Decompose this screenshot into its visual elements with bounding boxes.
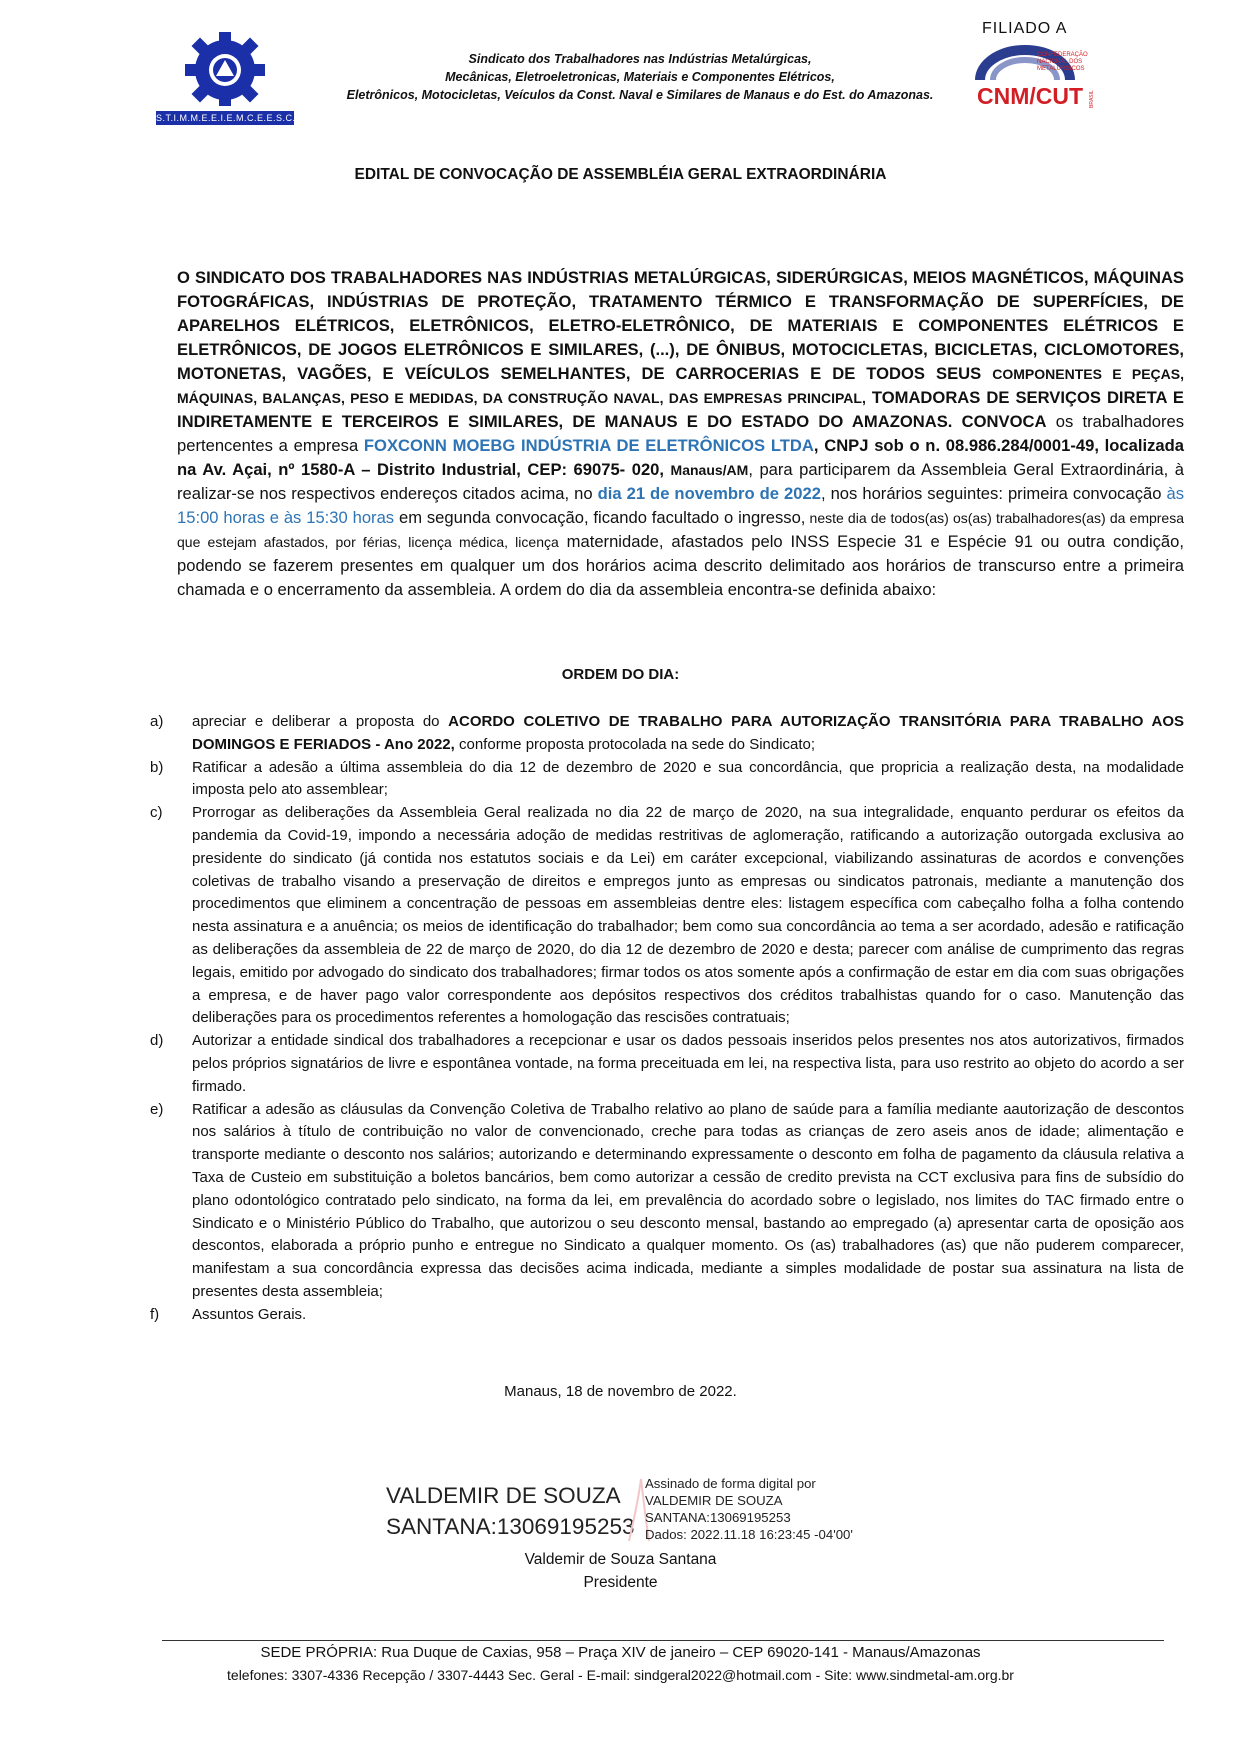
agenda-item: [150, 711, 1184, 757]
signature-detail-line: VALDEMIR DE SOUZA: [645, 1493, 783, 1508]
union-name-line: Sindicato dos Trabalhadores nas Indústrias Metalúrgicas,: [468, 52, 812, 66]
agenda-text: Ratificar a adesão as cláusulas da Convenção Coletiva de Trabalho relativo ao plano de saúde para a família mediante aautorização de descontos nos salários à título de contribuição no valor de convencionado, creche para todas as crianças de zero aseis anos de idade; alimentação e transporte mediante o desconto nos salários; autorizando e determinando expressamente o desconto em folha de pagamento da cláusula relativa a Taxa de Custeio em substituição a boletos bancários, bem como autorizar a cessão de credito prevista na CCT exclusiva para fins de subsídio do plano odontológico contratado pelo sindicato, na forma da lei, em prevalência do acordado sobre o legislado, nos limites do TAC firmado entre o Sindicato e o Ministério Público do Trabalho, que autorizou o seu desconto mensal, bastando ao empregado (a) apresentar carta de oposição aos descontos, elaborada a próprio punho e entregue no Sindicato a qualquer momento. Os (as) trabalhadores (as) que não puderem comparecer, manifestam a sua concordância expressa das decisões acima indicada, mediante a simples modalidade de postar sua assinatura na lista de presentes desta assembleia;: [192, 1100, 1184, 1300]
digital-signature-details: [645, 1475, 853, 1543]
intro-union-text: O SINDICATO DOS TRABALHADORES NAS INDÚSTRIAS METALÚRGICAS, SIDERÚRGICAS, MEIOS MAGNÉTICOS, MÁQUINAS FOTOGRÁFICAS, INDÚSTRIAS DE PROTEÇÃO, TRATAMENTO TÉRMICO E TRANSFORMAÇÃO DE SUPERFÍCIES, DE APARELHOS ELÉTRICOS, ELETRÔNICOS, ELETRO-ELETRÔNICO, DE MATERIAIS E COMPONENTES ELÉTRICOS E ELETRÔNICOS, DE JOGOS ELETRÔNICOS E SIMILARES, (...), DE ÔNIBUS, MOTOCICLETAS, BICICLETAS, CICLOMOTORES, MOTONETAS, VAGÕES, E VEÍCULOS SEMELHANTES, DE CARROCERIAS E DE TODOS SEUS: [177, 268, 1184, 383]
signature-detail-line: Dados: 2022.11.18 16:23:45 -04'00': [645, 1527, 853, 1542]
company-name: FOXCONN MOEBG INDÚSTRIA DE ELETRÔNICOS LTDA: [363, 436, 814, 455]
company-details: , CNPJ sob o n. 08.986.284/0001-49, localizada na Av. Açai, nº 1580-A – Distrito Industrial, CEP: 69075- 020,: [177, 436, 1184, 479]
digital-signature-name: [386, 1480, 635, 1542]
agenda-text: [192, 711, 1184, 757]
agenda-item: [150, 757, 1184, 803]
agenda-text-part: apreciar e deliberar a proposta do: [192, 713, 449, 730]
agenda-text-bold: ACORDO COLETIVO DE TRABALHO PARA AUTORIZAÇÃO TRANSITÓRIA PARA TRABALHO AOS DOMINGOS E FERIADOS - Ano 2022,: [192, 713, 1184, 753]
agenda-letter: a): [150, 713, 164, 730]
agenda-text: Assuntos Gerais.: [192, 1305, 307, 1323]
cnm-side-text: BRASIL: [1089, 90, 1095, 108]
logo-caption: S.T.I.M.M.E.E.I.E.M.C.E.E.S.C.N.A.: [156, 113, 316, 123]
intro-union-text: TOMADORAS DE SERVIÇOS DIRETA E INDIRETAMENTE E TERCEIROS E SIMILARES, DE MANAUS E DO ESTADO DO AMAZONAS. CONVOCA: [177, 388, 1184, 431]
intro-text: em segunda convocação, ficando facultado o ingresso,: [394, 508, 806, 527]
agenda-letter: c): [150, 804, 163, 822]
agenda-letter: b): [150, 758, 164, 776]
convocation-paragraph: [177, 266, 1184, 602]
intro-text: , para participarem da Assembleia Geral Extraordinária, à realizar-se nos respectivos endereços citados acima, no: [177, 460, 1184, 503]
cnm-cut-text: CNM/CUT: [977, 83, 1084, 109]
agenda-item: [150, 1030, 1184, 1098]
agenda-letter: d): [150, 1032, 164, 1050]
cnm-small-text: NACIONAL DOS: [1037, 59, 1083, 65]
assembly-times: às 15:00 horas e às 15:30 horas: [177, 484, 1184, 527]
agenda-item: [150, 1099, 1184, 1304]
document-title: EDITAL DE CONVOCAÇÃO DE ASSEMBLÉIA GERAL EXTRAORDINÁRIA: [354, 166, 887, 183]
intro-union-text: COMPONENTES E PEÇAS, MÁQUINAS, BALANÇAS, PESO E MEDIDAS, DA CONSTRUÇÃO NAVAL, DAS EMPRESAS PRINCIPAL,: [177, 366, 1184, 406]
signer-block: [0, 1548, 1241, 1594]
agenda-list: [150, 711, 1184, 1327]
agenda-text: Ratificar a adesão a última assembleia do dia 12 de dezembro de 2020 e sua concordância, que propricia a realização desta, na modalidade imposta pelo ato assemblear;: [192, 758, 1184, 799]
signer-name: Valdemir de Souza Santana: [524, 1551, 717, 1568]
intro-text: neste dia de todos(as) os(as) trabalhadores(as) da empresa que estejam afastados, por férias, licença médica, licença: [177, 510, 1185, 550]
signature-detail-line: SANTANA:13069195253: [645, 1510, 791, 1525]
signature-detail-line: Assinado de forma digital por: [645, 1476, 816, 1491]
agenda-title: ORDEM DO DIA:: [561, 666, 680, 683]
intro-text: maternidade, afastados pelo INSS Especie 31 e Espécie 91 ou outra condição, podendo se fazerem presentes em qualquer um dos horários acima descrito delimitado aos horários de transcurso entre a primeira chamada e o encerramento da assembleia. A ordem do dia da assembleia encontra-se definida abaixo:: [177, 532, 1184, 599]
signer-role: Presidente: [583, 1574, 658, 1591]
footer-address: SEDE PRÓPRIA: Rua Duque de Caxias, 958 – Praça XIV de janeiro – CEP 69020-141 - Manaus/Amazonas: [260, 1644, 981, 1661]
footer-divider: [162, 1640, 1164, 1641]
signature-name-line: VALDEMIR DE SOUZA: [386, 1483, 621, 1508]
agenda-text: Prorrogar as deliberações da Assembleia Geral realizada no dia 22 de março de 2020, na sua integralidade, enquanto perdurar os efeitos da pandemia da Covid-19, impondo a necessária adoção de medidas restritivas de aglomeração, ratificando a autorização outorgada exclusiva ao presidente do sindicato (já contida nos estatutos sociais e da Lei) em caráter excepcional, viabilizando assinaturas de acordos e convenções coletivas de trabalho visando a preservação de direitos e empregos junto as empresas ou sindicatos patronais, mediante a manutenção dos procedimentos que eliminem a concentração de pessoas em assembleias dentre eles: listagem específica com cabeçalho folha a folha contendo nesta assinatura e a anuência; os meios de identificação do trabalhador; bem como sua concordância ao tema a ser acordado, adesão e ratificação as deliberações da assembleia de 22 de março de 2020, do dia 12 de dezembro de 2020 e desta; parecer com análise de cumprimento das regras legais, emitido por advogado do sindicato dos trabalhadores; firmar todos os atos somente após a confirmação de estar em dia com suas obrigações a empresa, e de haver pago valor correspondente aos depósitos respectivos dos créditos trabalhistas quando for o caso. Manutenção das deliberações para os procedimentos referentes a homologação das rescisões contratuais;: [192, 804, 1184, 1027]
place-date: Manaus, 18 de novembro de 2022.: [504, 1383, 737, 1400]
footer-contacts: telefones: 3307-4336 Recepção / 3307-4443 Sec. Geral - E-mail: sindgeral2022@hotmail.com - Site: www.sindmetal-am.org.br: [227, 1667, 1014, 1683]
cnm-cut-logo: [975, 42, 1100, 117]
affiliate-label: FILIADO A: [982, 20, 1068, 37]
agenda-item: [150, 802, 1184, 1030]
signature-name-line: SANTANA:13069195253: [386, 1514, 635, 1539]
cnm-small-text: CONFEDERAÇÃO: [1037, 52, 1088, 58]
union-name-line: Eletrônicos, Motocicletas, Veículos da Const. Naval e Similares de Manaus e do Est. do Amazonas.: [346, 88, 934, 102]
agenda-text-part: conforme proposta protocolada na sede do Sindicato;: [454, 735, 816, 753]
intro-text: , nos horários seguintes: primeira convocação: [820, 484, 1167, 503]
agenda-letter: e): [150, 1100, 164, 1118]
union-name: [330, 50, 950, 104]
assembly-date: dia 21 de novembro de 2022: [597, 484, 821, 503]
agenda-letter: f): [150, 1305, 160, 1323]
cnm-small-text: METALÚRGICOS: [1037, 66, 1085, 72]
union-name-line: Mecânicas, Eletroeletronicas, Materiais e Componentes Elétricos,: [445, 70, 835, 84]
agenda-text: Autorizar a entidade sindical dos trabalhadores a recepcionar e usar os dados pessoais inseridos pelos presentes nos atos autorizativos, firmados pelos próprios signatários de livre e espontânea vontade, na forma preceituada em lei, na respectiva lista, para uso restrito ao objeto do acordo a ser firmado.: [192, 1032, 1184, 1095]
intro-text: os trabalhadores pertencentes a empresa: [177, 412, 1184, 455]
agenda-item: [150, 1304, 1184, 1327]
company-city: Manaus/AM: [670, 462, 749, 478]
